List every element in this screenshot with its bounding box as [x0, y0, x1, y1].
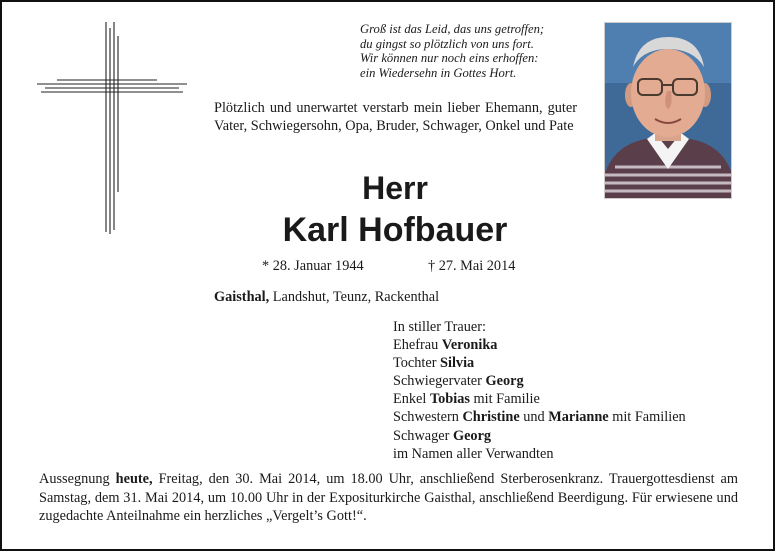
mourner-name: Georg [485, 373, 524, 390]
poem-line: du gingst so plötzlich von uns fort. [360, 36, 534, 51]
mourners-heading: In stiller Trauer: [393, 319, 486, 335]
mourner-name: Tobias [429, 391, 470, 408]
death-announcement-text: Plötzlich und unerwartet verstarb mein lieber Ehemann, guter Vater, Schwiegersohn, Opa, Bruder, Schwager, Onkel und Pate [214, 100, 577, 134]
mourner-name: Marianne [548, 409, 609, 426]
birth-date: * 28. Januar 1944 [262, 258, 364, 274]
relation: Tochter [393, 355, 441, 372]
conjunction: und [519, 409, 549, 426]
relation: Enkel [393, 391, 430, 408]
relation: Ehefrau [393, 337, 442, 354]
honorific-title: Herr [362, 170, 428, 206]
relation-suffix: mit Familie [469, 391, 540, 408]
portrait-photo [604, 22, 732, 199]
mourner-line [393, 372, 686, 390]
mourner-line [393, 354, 686, 372]
poem-line: Wir können nur noch eins erhoffen: [360, 51, 539, 66]
mourner-line [393, 336, 686, 354]
mourner-line: im Namen aller Verwandten [393, 445, 554, 462]
death-date: † 27. Mai 2014 [428, 258, 516, 274]
relation: Schwager [393, 427, 453, 444]
relation-suffix: mit Familien [608, 409, 686, 426]
mourner-name: Christine [462, 409, 520, 426]
places-line [214, 289, 439, 306]
mourner-line [393, 408, 686, 426]
poem-line: ein Wiedersehn in Gottes Hort. [360, 65, 517, 80]
mourner-name: Georg [452, 427, 492, 444]
footer-text: Freitag, den 30. Mai 2014, um 18.00 Uhr, anschließend Sterberosenkranz. Trauergottesdienst am Samstag, dem 31. Mai 2014, um 10.00 Uhr in der Expositurkirche Gaisthal, anschließend Beerdigung. Für erwiesene und zugedachte Anteilnahme ein herzliches „Vergelt’s Gott!“. [39, 471, 739, 524]
relation: Schwiegervater [393, 373, 486, 390]
place-others: Landshut, Teunz, Rackenthal [269, 289, 440, 305]
portrait-image [605, 23, 731, 198]
poem-line: Groß ist das Leid, das uns getroffen; [360, 22, 545, 36]
mourner-name: Veronika [441, 337, 498, 354]
mourner-name: Silvia [440, 355, 475, 372]
place-main: Gaisthal, [214, 289, 270, 305]
cross-icon [37, 22, 187, 234]
footer-text: Aussegnung [39, 471, 116, 487]
poem [360, 22, 590, 80]
mourners-list [393, 318, 686, 463]
mourner-line [393, 390, 686, 408]
footer-emphasis: heute, [115, 471, 153, 487]
funeral-details [39, 470, 738, 526]
mourner-line [393, 427, 686, 445]
relation: Schwestern [393, 409, 463, 426]
deceased-name: Karl Hofbauer [282, 211, 508, 249]
